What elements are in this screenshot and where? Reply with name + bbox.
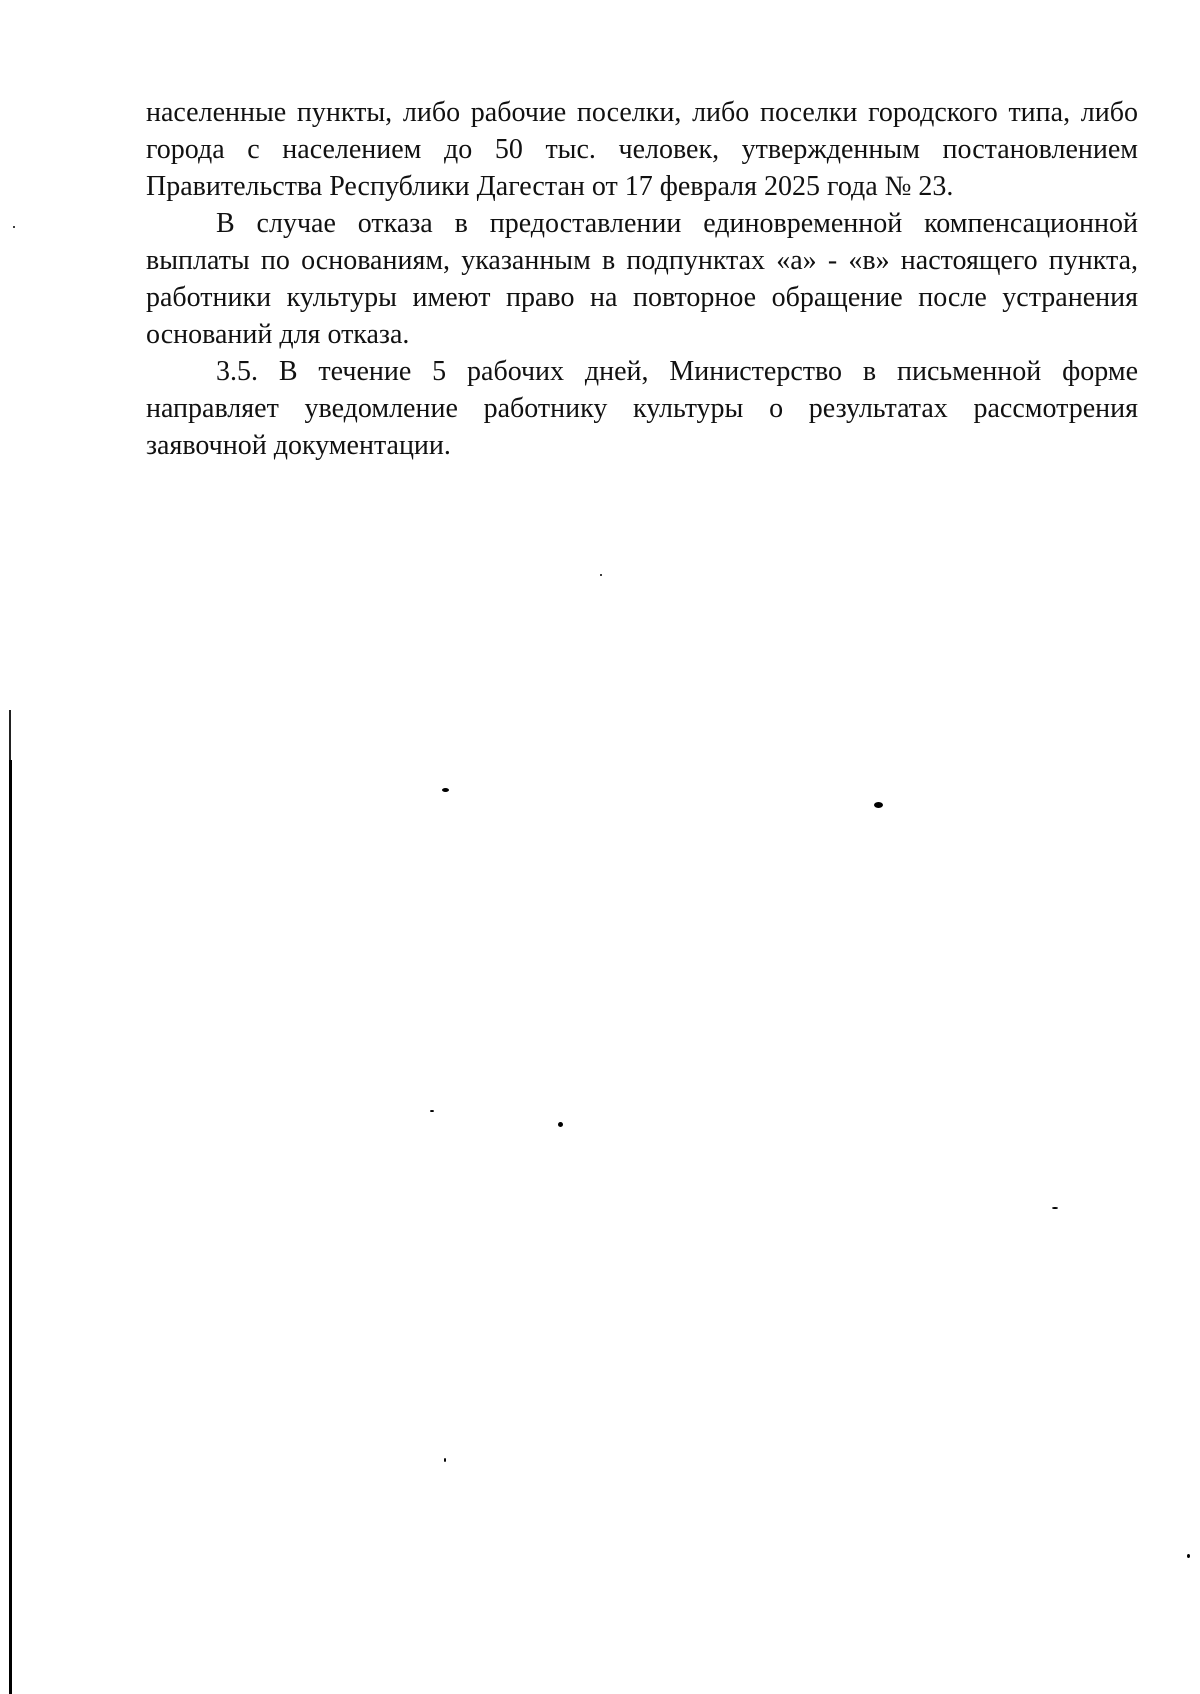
scan-speck [442, 788, 449, 792]
scan-speck [600, 574, 602, 576]
scan-speck [874, 802, 883, 808]
scan-speck [430, 1110, 434, 1112]
paragraph-continuation: населенные пункты, либо рабочие поселки, либо поселки городского типа, либо города с населением до 50 тыс. человек, утвержденным постановлением Правительства Республики Дагестан от 17 февраля 2025 года № 23. [146, 97, 1138, 202]
paragraph-clause-3-5: 3.5. В течение 5 рабочих дней, Министерство в письменной форме направляет уведомление работнику культуры о результатах рассмотрения заявочной документации. [146, 356, 1138, 461]
scan-speck [13, 226, 15, 228]
scan-speck [1187, 1554, 1190, 1558]
scan-speck [444, 1458, 446, 1462]
scan-speck [558, 1122, 563, 1127]
paragraph-refusal: В случае отказа в предоставлении единовременной компенсационной выплаты по основаниям, указанным в подпунктах «а» - «в» настоящего пункта, работники культуры имеют право на повторное обращение после устранения оснований для отказа. [146, 208, 1138, 350]
scan-speck [1052, 1207, 1058, 1209]
document-body [146, 94, 1138, 464]
scan-edge-line [9, 760, 12, 1694]
